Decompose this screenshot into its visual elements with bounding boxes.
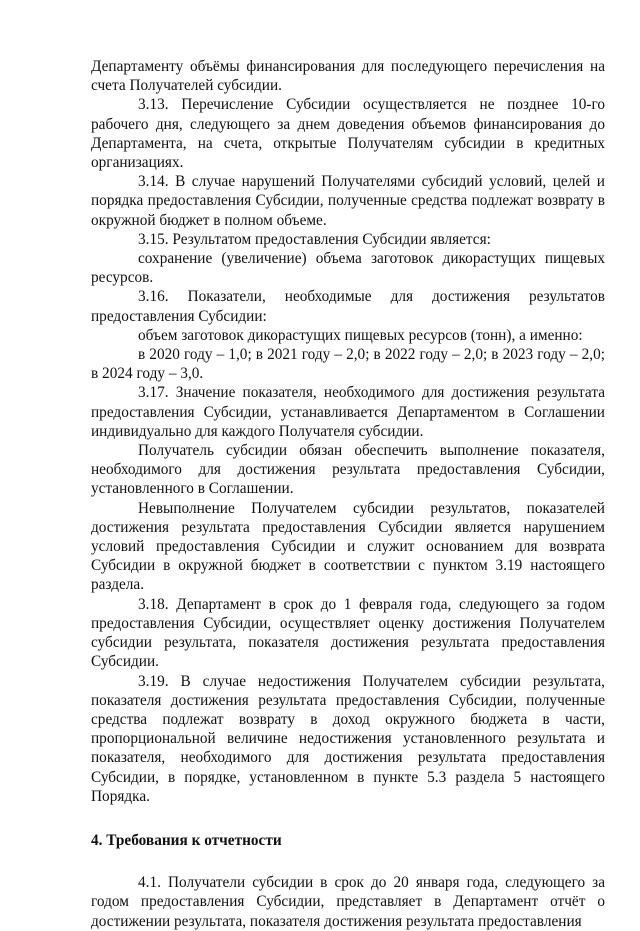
clause-3-13: 3.13. Перечисление Субсидии осуществляется не позднее 10-го рабочего дня, следующего за днем доведения объемов финансирования до Департамента, на счета, открытые Получателям субсидии в кредитных организациях. <box>91 96 605 172</box>
paragraph-continuation: Департаменту объёмы финансирования для последующего перечисления на счета Получателей субсидии. <box>91 58 605 95</box>
clause-3-16-values: в 2020 году – 1,0; в 2021 году – 2,0; в 2022 году – 2,0; в 2023 году – 2,0; в 2024 году – 3,0. <box>91 346 605 383</box>
clause-3-16: 3.16. Показатели, необходимые для достижения результатов предоставления Субсидии: <box>91 288 605 325</box>
clause-3-19: 3.19. В случае недостижения Получателем субсидии результата, показателя достижения результата предоставления Субсидии, полученные средства подлежат возврату в доход окружного бюджета в части, пропорциональной величине недостижения установленного результата и показателя, необходимого для достижения результата предоставления Субсидии, в порядке, установленном в пункте 5.3 раздела 5 настоящего Порядка. <box>91 672 605 805</box>
clause-3-15: 3.15. Результатом предоставления Субсидии является: <box>138 230 491 248</box>
clause-3-16-indicator: объем заготовок дикорастущих пищевых ресурсов (тонн), а именно: <box>138 326 583 344</box>
clause-3-15-result: сохранение (увеличение) объема заготовок дикорастущих пищевых ресурсов. <box>91 250 605 287</box>
clause-3-17-obligation: Получатель субсидии обязан обеспечить выполнение показателя, необходимого для достижения результата предоставления Субсидии, установленного в Соглашении. <box>91 442 605 498</box>
clause-4-1: 4.1. Получатели субсидии в срок до 20 января года, следующего за годом предоставления Субсидии, представляет в Департамент отчёт о достижении результата, показателя достижения результата предоставления <box>91 874 605 930</box>
clause-3-14: 3.14. В случае нарушений Получателями субсидий условий, целей и порядка предоставления Субсидии, полученные средства подлежат возврату в окружной бюджет в полном объеме. <box>91 173 605 229</box>
clause-3-17-violation: Невыполнение Получателем субсидии результатов, показателей достижения результата предоставления Субсидии является нарушением условий предоставления Субсидии и служит основанием для возврата Субсидии в окружной бюджет в соответствии с пунктом 3.19 настоящего раздела. <box>91 499 605 594</box>
document-page <box>91 57 605 931</box>
clause-3-17: 3.17. Значение показателя, необходимого для достижения результата предоставления Субсидии, устанавливается Департаментом в Соглашении индивидуально для каждого Получателя субсидии. <box>91 384 605 440</box>
clause-3-18: 3.18. Департамент в срок до 1 февраля года, следующего за годом предоставления Субсидии, осуществляет оценку достижения Получателем субсидии результата, показателя достижения результата предоставления Субсидии. <box>91 595 605 671</box>
section-heading: 4. Требования к отчетности <box>91 831 282 849</box>
